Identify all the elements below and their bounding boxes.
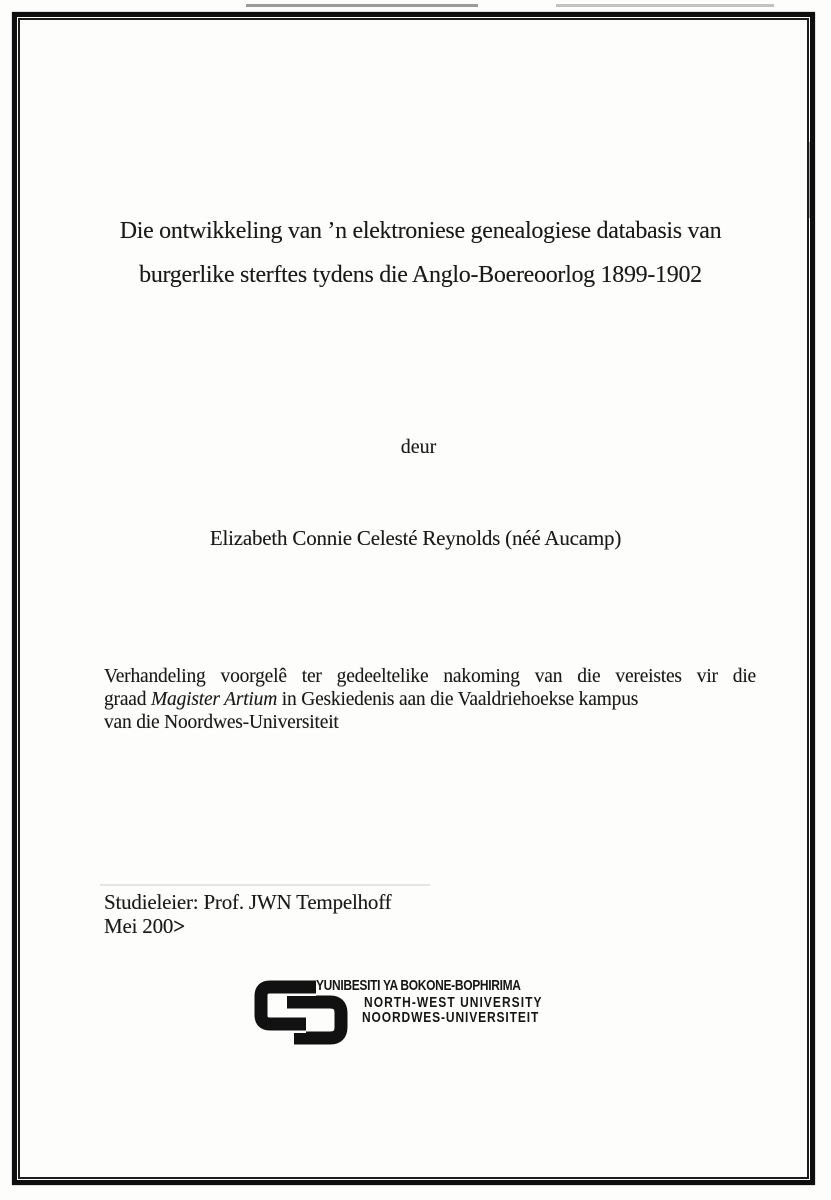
degree-statement-line2-pre: graad (104, 689, 151, 710)
byline: deur (400, 436, 437, 458)
logo-text-setswana: YUNIBESITI YA BOKONE-BOPHIRIMA (316, 977, 521, 994)
date-prefix: Mei 200 (104, 914, 174, 938)
degree-statement-line2 (104, 688, 756, 711)
degree-statement (104, 665, 756, 734)
degree-statement-line3: van die Noordwes-Universiteit (104, 712, 339, 733)
supervisor-and-date (104, 890, 391, 938)
degree-statement-line2-post: in Geskiedenis aan die Vaaldriehoekse kampus (277, 689, 639, 710)
author-name: Elizabeth Connie Celesté Reynolds (néé Aucamp) (209, 526, 622, 550)
date-seven-glyph: > (173, 913, 185, 939)
thesis-title-line1: Die ontwikkeling van ’n elektroniese genealogiese databasis van (119, 218, 722, 244)
date-line (104, 914, 391, 938)
scan-artifact (556, 4, 774, 7)
logo-text-afrikaans: NOORDWES-UNIVERSITEIT (362, 1009, 540, 1026)
degree-name-italic: Magister Artium (150, 689, 278, 710)
logo-text-english: NORTH-WEST UNIVERSITY (364, 994, 543, 1011)
scan-artifact (246, 4, 478, 7)
thesis-title-line2: burgerlike sterftes tydens die Anglo-Boereoorlog 1899-1902 (139, 262, 702, 288)
thesis-title (0, 209, 831, 297)
supervisor-line: Studieleier: Prof. JWN Tempelhoff (104, 890, 392, 914)
nwu-logo (252, 968, 592, 1063)
degree-statement-line1: Verhandeling voorgelê ter gedeeltelike nakoming van die vereistes vir die (104, 666, 756, 687)
